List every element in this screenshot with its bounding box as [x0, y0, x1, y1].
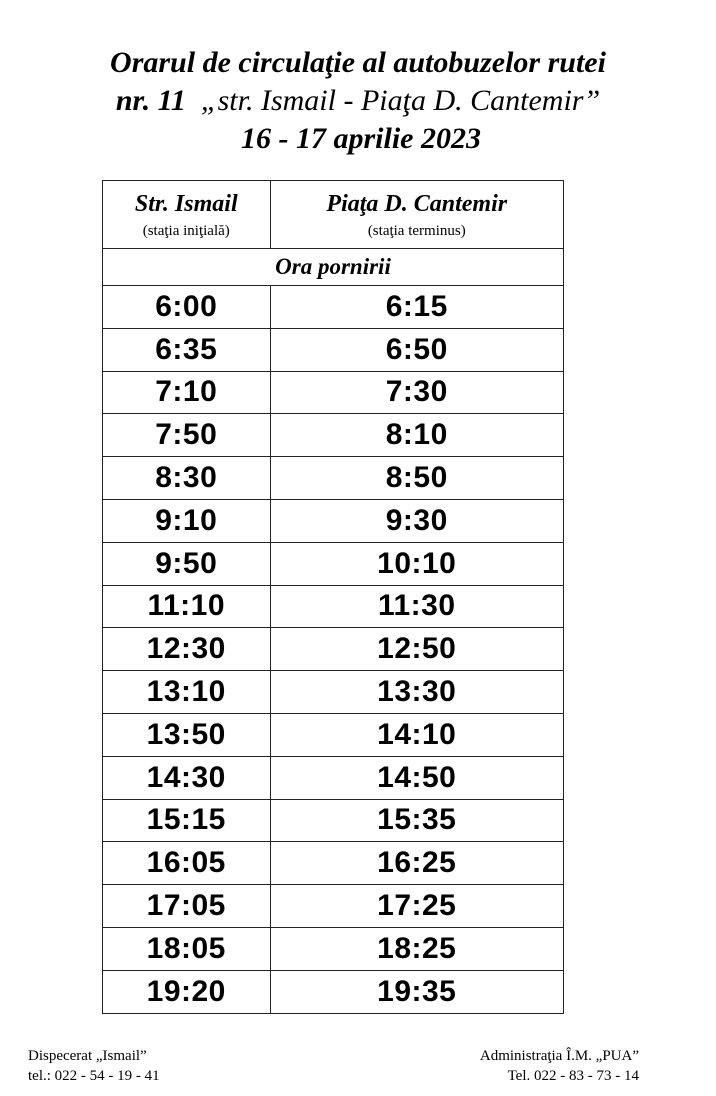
departure-time-start: 14:30: [103, 756, 271, 799]
schedule-rows: [103, 286, 564, 1014]
departure-time-start: 19:20: [103, 970, 271, 1013]
departure-time-end: 8:10: [270, 414, 563, 457]
table-row: [103, 585, 564, 628]
departure-time-end: 12:50: [270, 628, 563, 671]
departure-time-end: 9:30: [270, 499, 563, 542]
section-row: [103, 249, 564, 286]
departure-time-start: 17:05: [103, 885, 271, 928]
table-row: [103, 328, 564, 371]
table-row: [103, 499, 564, 542]
departure-time-end: 6:50: [270, 328, 563, 371]
title-line-2: [0, 82, 716, 120]
table-row: [103, 713, 564, 756]
departure-time-start: 6:35: [103, 328, 271, 371]
table-row: [103, 842, 564, 885]
section-label: Ora pornirii: [103, 249, 564, 286]
table-row: [103, 371, 564, 414]
departure-time-end: 14:10: [270, 713, 563, 756]
route-number: nr. 11: [115, 84, 186, 117]
footer-dispatcher: [28, 1046, 160, 1086]
table-row: [103, 970, 564, 1013]
departure-time-start: 18:05: [103, 927, 271, 970]
route-name: „str. Ismail - Piaţa D. Cantemir”: [200, 84, 601, 117]
column-name-end: Piaţa D. Cantemir: [326, 190, 508, 217]
departure-time-end: 10:10: [270, 542, 563, 585]
departure-time-end: 17:25: [270, 885, 563, 928]
table-row: [103, 542, 564, 585]
table-row: [103, 885, 564, 928]
departure-time-start: 13:50: [103, 713, 271, 756]
table-row: [103, 799, 564, 842]
departure-time-end: 13:30: [270, 671, 563, 714]
departure-time-start: 15:15: [103, 799, 271, 842]
departure-time-end: 19:35: [270, 970, 563, 1013]
table-row: [103, 286, 564, 329]
departure-time-start: 16:05: [103, 842, 271, 885]
administration-name: Administraţia Î.M. „PUA”: [479, 1048, 639, 1064]
departure-time-start: 8:30: [103, 457, 271, 500]
table-row: [103, 414, 564, 457]
title-line-1: Orarul de circulaţie al autobuzelor rutei: [110, 46, 606, 79]
table-row: [103, 628, 564, 671]
table-row: [103, 927, 564, 970]
departure-time-end: 11:30: [270, 585, 563, 628]
column-header-row: [103, 181, 564, 249]
dispatcher-name: Dispecerat „Ismail”: [28, 1048, 147, 1064]
column-name-start: Str. Ismail: [134, 190, 238, 217]
departure-time-start: 12:30: [103, 628, 271, 671]
table-row: [103, 756, 564, 799]
schedule-table: [102, 180, 564, 1014]
table-row: [103, 457, 564, 500]
table-row: [103, 671, 564, 714]
departure-time-end: 7:30: [270, 371, 563, 414]
administration-phone: Tel. 022 - 83 - 73 - 14: [507, 1068, 639, 1084]
footer-administration: [480, 1046, 639, 1086]
departure-time-start: 13:10: [103, 671, 271, 714]
column-header-start: [103, 181, 271, 249]
departure-time-start: 6:00: [103, 286, 271, 329]
column-sub-start: (staţia iniţială): [142, 222, 230, 239]
dispatcher-phone: tel.: 022 - 54 - 19 - 41: [28, 1068, 160, 1084]
departure-time-end: 14:50: [270, 756, 563, 799]
column-sub-end: (staţia terminus): [367, 222, 466, 239]
departure-time-end: 18:25: [270, 927, 563, 970]
departure-time-end: 8:50: [270, 457, 563, 500]
column-header-end: [270, 181, 563, 249]
departure-time-start: 9:10: [103, 499, 271, 542]
departure-time-start: 9:50: [103, 542, 271, 585]
departure-time-start: 7:10: [103, 371, 271, 414]
departure-time-end: 16:25: [270, 842, 563, 885]
schedule-title: [0, 44, 716, 158]
departure-time-end: 15:35: [270, 799, 563, 842]
title-dates: 16 - 17 aprilie 2023: [241, 122, 481, 155]
departure-time-start: 7:50: [103, 414, 271, 457]
departure-time-start: 11:10: [103, 585, 271, 628]
departure-time-end: 6:15: [270, 286, 563, 329]
